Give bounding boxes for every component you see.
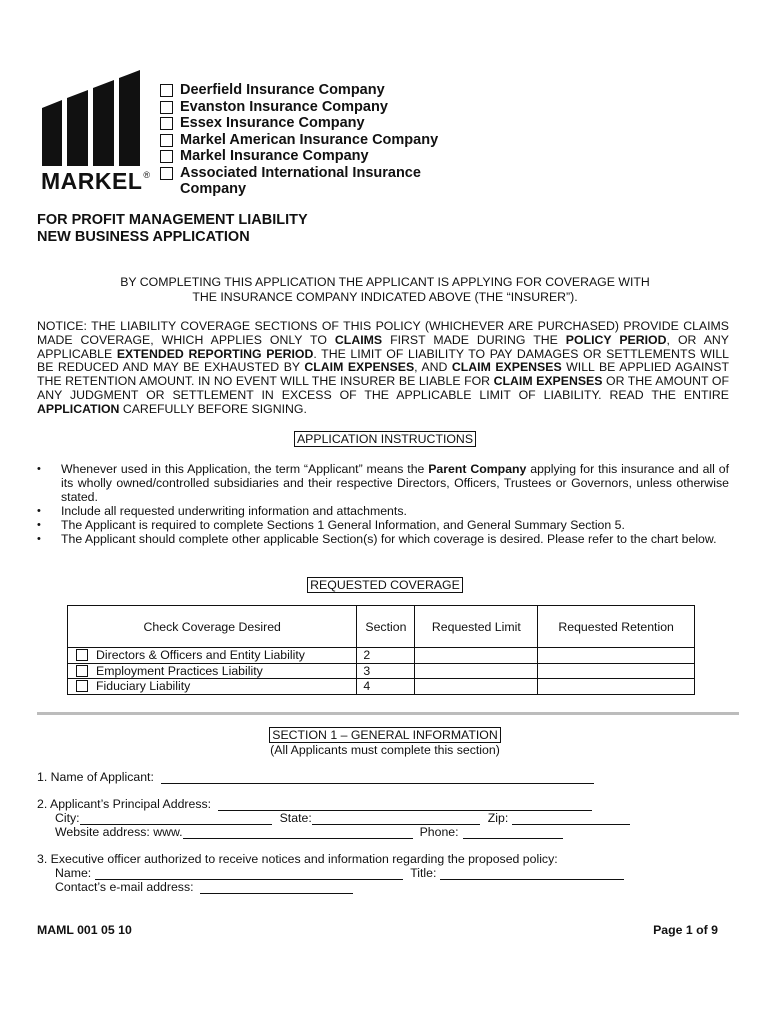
insurer-label: Markel American Insurance Company <box>180 131 439 148</box>
insurer-checkbox[interactable] <box>160 117 173 130</box>
applicant-name-field[interactable] <box>161 772 594 784</box>
section-cell: 2 <box>357 648 415 664</box>
coverage-cell <box>68 648 357 664</box>
insurer-label: Markel Insurance Company <box>180 148 369 164</box>
bullet-icon: • <box>37 505 41 517</box>
state-label: State: <box>279 811 312 825</box>
name-title-row <box>37 866 737 880</box>
markel-logo-mark <box>38 70 150 166</box>
principal-address-label: 2. Applicant’s Principal Address: <box>37 797 212 811</box>
document-title <box>37 212 308 246</box>
executive-officer-label: 3. Executive officer authorized to receive notices and information regarding the proposed policy: <box>37 852 558 866</box>
insurer-label: Essex Insurance Company <box>180 115 365 131</box>
insurer-option <box>160 82 480 99</box>
city-field[interactable] <box>80 813 272 825</box>
coverage-heading-wrap <box>0 576 770 594</box>
zip-label: Zip: <box>487 811 509 825</box>
website-label: Website address: www. <box>55 825 183 839</box>
officer-title-field[interactable] <box>440 868 624 880</box>
insurer-option <box>160 132 480 149</box>
insurer-option <box>160 99 480 116</box>
bullet-icon: • <box>37 463 41 475</box>
insurer-checkbox[interactable] <box>160 167 173 180</box>
column-header: Requested Limit <box>415 606 538 648</box>
title-label: Title: <box>410 866 437 880</box>
insurer-label: Associated International Insurance Company <box>180 164 421 197</box>
general-information-form <box>37 770 737 894</box>
website-phone-row <box>37 825 737 839</box>
insurer-option <box>160 165 480 198</box>
coverage-heading: REQUESTED COVERAGE <box>307 577 463 593</box>
list-item <box>37 532 729 546</box>
bullet-icon: • <box>37 533 41 545</box>
email-label: Contact’s e-mail address: <box>55 880 194 894</box>
requested-limit-input[interactable] <box>415 663 538 679</box>
column-header: Section <box>357 606 415 648</box>
document-title-line: FOR PROFIT MANAGEMENT LIABILITY <box>37 212 308 228</box>
table-row <box>68 648 695 664</box>
table-row <box>68 663 695 679</box>
principal-address-row <box>37 797 737 811</box>
list-item-text: Include all requested underwriting information and attachments. <box>61 504 407 518</box>
section1-heading: SECTION 1 – GENERAL INFORMATION <box>269 727 500 743</box>
requested-limit-input[interactable] <box>415 679 538 695</box>
insurer-checkbox[interactable] <box>160 134 173 147</box>
instructions-heading-wrap <box>0 430 770 448</box>
section-cell: 4 <box>357 679 415 695</box>
section1-heading-wrap <box>0 727 770 758</box>
name-label: Name: <box>55 866 92 880</box>
applicant-name-label: 1. Name of Applicant: <box>37 770 154 784</box>
notice-paragraph: NOTICE: THE LIABILITY COVERAGE SECTIONS OF THIS POLICY (WHICHEVER ARE PURCHASED) PROVIDE CLAIMS MADE COVERAGE, WHICH APPLIES ONLY TO CLAIMS FIRST MADE DURING THE POLICY PERIOD, OR ANY APPLICABLE EXTENDED REPORTING PERIOD. THE LIMIT OF LIABILITY TO PAY DAMAGES OR SETTLEMENTS WILL BE REDUCED AND MAY BE EXHAUSTED BY CLAIM EXPENSES, AND CLAIM EXPENSES WILL BE APPLIED AGAINST THE RETENTION AMOUNT. IN NO EVENT WILL THE INSURER BE LIABLE FOR CLAIM EXPENSES OR THE AMOUNT OF ANY JUDGMENT OR SETTLEMENT IN EXCESS OF THE APPLICABLE LIMIT OF LIABILITY. READ THE ENTIRE APPLICATION CAREFULLY BEFORE SIGNING. <box>37 319 729 416</box>
zip-field[interactable] <box>512 813 630 825</box>
city-label: City: <box>55 811 80 825</box>
coverage-label: Directors & Officers and Entity Liability <box>96 648 305 663</box>
column-header: Requested Retention <box>538 606 695 648</box>
coverage-checkbox[interactable] <box>76 649 88 661</box>
markel-logo <box>38 70 150 196</box>
section-divider <box>37 712 739 715</box>
coverage-label: Employment Practices Liability <box>96 663 263 678</box>
coverage-checkbox[interactable] <box>76 665 88 677</box>
page-number: Page 1 of 9 <box>653 923 718 937</box>
applying-statement <box>60 275 710 305</box>
list-item <box>37 504 729 518</box>
executive-officer-row <box>37 852 737 866</box>
email-row <box>37 880 737 894</box>
coverage-cell <box>68 663 357 679</box>
insurer-checkbox[interactable] <box>160 84 173 97</box>
column-header: Check Coverage Desired <box>68 606 357 648</box>
insurer-option <box>160 148 480 165</box>
phone-field[interactable] <box>463 827 563 839</box>
phone-label: Phone: <box>419 825 459 839</box>
officer-name-field[interactable] <box>95 868 403 880</box>
state-field[interactable] <box>312 813 480 825</box>
list-item-text: The Applicant is required to complete Sections 1 General Information, and General Summary Section 5. <box>61 518 625 532</box>
applying-statement-line: BY COMPLETING THIS APPLICATION THE APPLICANT IS APPLYING FOR COVERAGE WITH <box>120 275 650 289</box>
insurer-label: Evanston Insurance Company <box>180 98 388 115</box>
instructions-heading: APPLICATION INSTRUCTIONS <box>294 431 476 447</box>
requested-limit-input[interactable] <box>415 648 538 664</box>
form-number: MAML 001 05 10 <box>37 923 132 937</box>
insurer-option <box>160 115 480 132</box>
coverage-table <box>67 605 695 695</box>
applicant-name-row <box>37 770 737 784</box>
coverage-label: Fiduciary Liability <box>96 679 191 694</box>
list-item <box>37 462 729 504</box>
list-item <box>37 518 729 532</box>
list-item-text: The Applicant should complete other applicable Section(s) for which coverage is desired. Please refer to the chart below. <box>61 532 717 546</box>
instructions-list <box>37 462 729 546</box>
coverage-cell <box>68 679 357 695</box>
insurer-label: Deerfield Insurance Company <box>180 82 385 98</box>
bullet-icon: • <box>37 519 41 531</box>
website-field[interactable] <box>183 827 413 839</box>
document-title-line: NEW BUSINESS APPLICATION <box>37 229 250 245</box>
insurer-checkbox[interactable] <box>160 150 173 163</box>
requested-retention-input[interactable] <box>538 648 695 664</box>
applying-statement-line: THE INSURANCE COMPANY INDICATED ABOVE (THE “INSURER”). <box>192 290 578 304</box>
list-item-text: Whenever used in this Application, the term “Applicant” means the Parent Company applying for this insurance and all of its wholly owned/controlled subsidiaries and their respective Directors, Officers, Trustees or Governors, unless otherwise stated. <box>61 462 729 504</box>
email-field[interactable] <box>200 882 353 894</box>
table-row <box>68 679 695 695</box>
city-state-zip-row <box>37 811 737 825</box>
principal-address-field[interactable] <box>218 799 592 811</box>
insurer-checklist <box>160 82 480 198</box>
section-cell: 3 <box>357 663 415 679</box>
requested-retention-input[interactable] <box>538 663 695 679</box>
insurer-checkbox[interactable] <box>160 101 173 114</box>
coverage-checkbox[interactable] <box>76 680 88 692</box>
markel-logo-wordmark: MARKEL® <box>41 168 151 194</box>
requested-retention-input[interactable] <box>538 679 695 695</box>
section1-subheading: (All Applicants must complete this section) <box>270 743 500 757</box>
table-header-row <box>68 606 695 648</box>
